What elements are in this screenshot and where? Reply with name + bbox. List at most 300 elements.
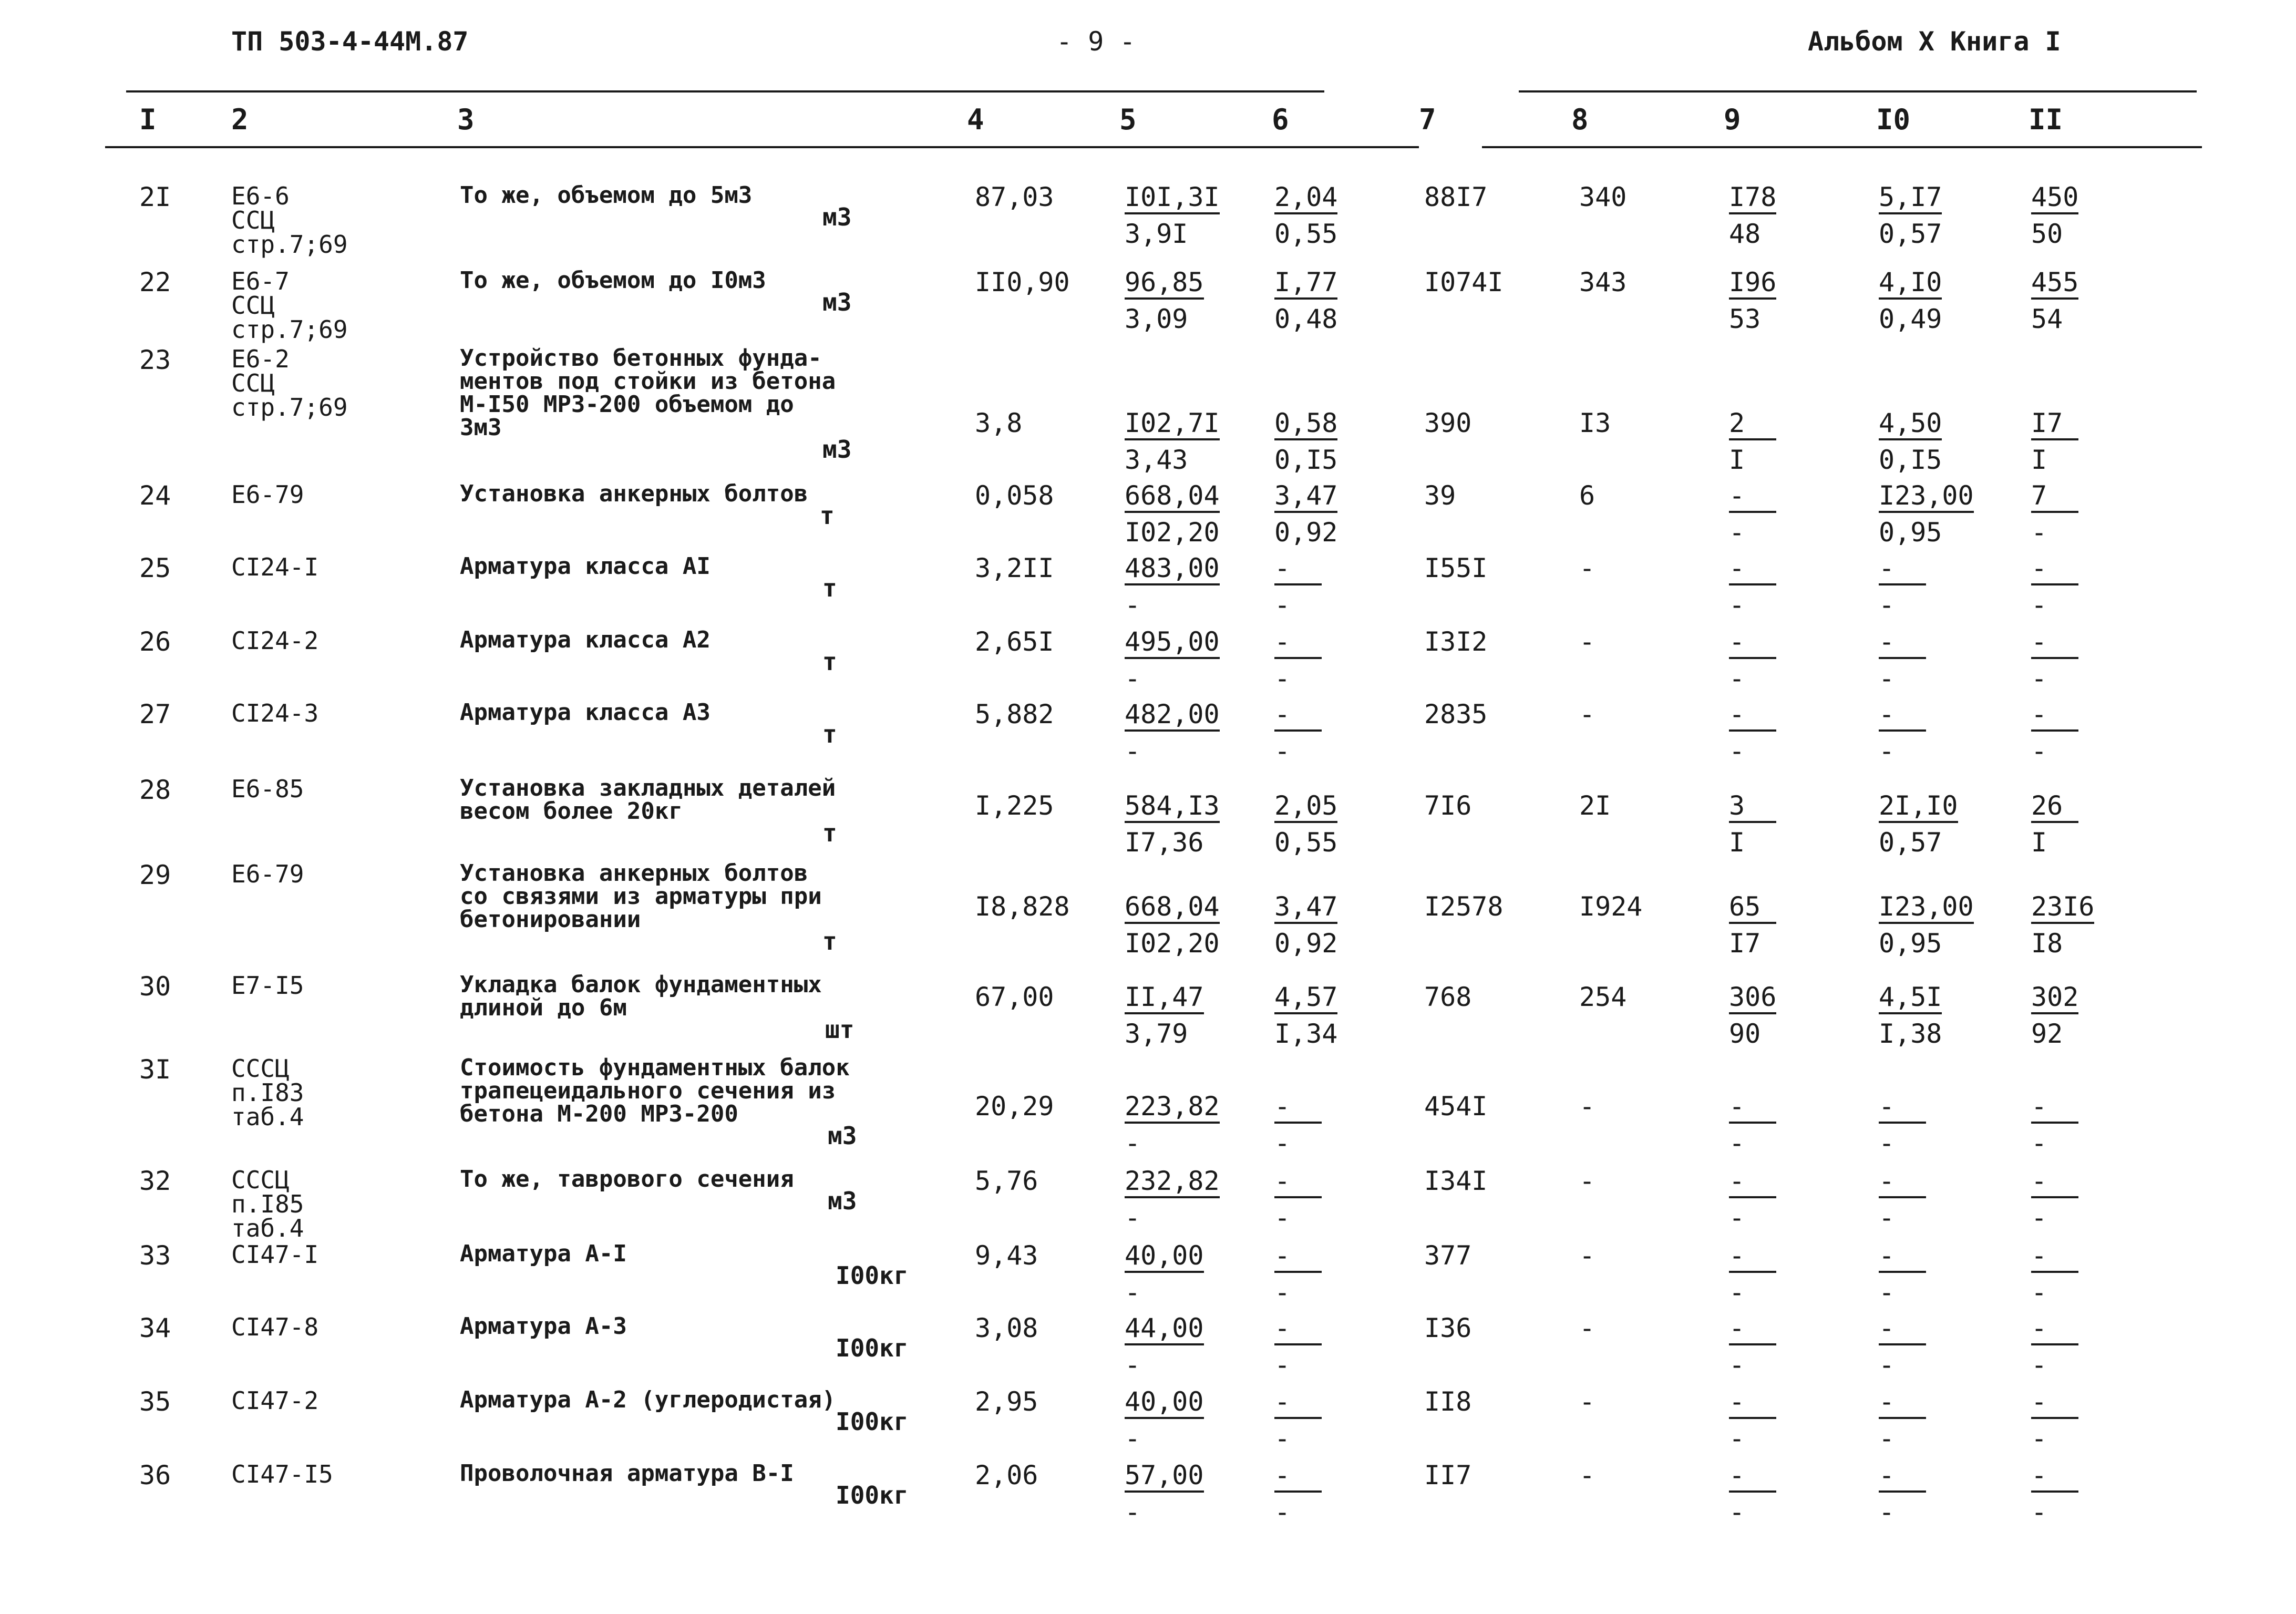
unit-cost xyxy=(1125,1386,1204,1454)
wages-cost-numerator: - xyxy=(1274,1093,1322,1124)
wages-cost-denominator: 0,48 xyxy=(1274,304,1338,334)
unit: м3 xyxy=(822,435,852,464)
unit: м3 xyxy=(822,288,852,316)
labor-per-unit-numerator: 4,I0 xyxy=(1879,269,1942,300)
wages-cost-numerator: 3,47 xyxy=(1274,482,1337,513)
wages-cost-numerator: - xyxy=(1274,1315,1322,1345)
col-header-4: 4 xyxy=(967,103,984,136)
labor-per-unit xyxy=(1879,1315,1926,1378)
work-description: Арматура А-3 xyxy=(460,1313,627,1340)
row-number: 33 xyxy=(139,1240,171,1271)
machine-cost xyxy=(1729,184,1776,247)
row-number: 34 xyxy=(139,1313,171,1343)
labor-total xyxy=(2031,410,2078,473)
labor-per-unit-denominator: - xyxy=(1879,1497,1895,1527)
machine-cost-denominator: - xyxy=(1729,517,1745,548)
rate-code: ССЦ xyxy=(231,369,275,397)
labor-per-unit-numerator: - xyxy=(1879,629,1926,659)
labor-total-denominator: - xyxy=(2031,590,2047,620)
machine-cost-denominator: - xyxy=(1729,1202,1745,1233)
rate-code: Е6-6 xyxy=(231,182,290,210)
labor-per-unit xyxy=(1879,269,1942,332)
rate-code: СI24-2 xyxy=(231,626,319,655)
work-description: весом более 20кг xyxy=(460,798,683,825)
work-description: То же, объемом до I0м3 xyxy=(460,267,766,294)
labor-per-unit xyxy=(1879,1240,1926,1308)
unit-cost-numerator: 668,04 xyxy=(1125,482,1220,513)
work-description: Установка закладных деталей xyxy=(460,775,836,801)
wages-cost xyxy=(1274,1240,1322,1308)
total-cost: I3I2 xyxy=(1424,626,1488,657)
machine-cost-numerator: - xyxy=(1729,1093,1776,1124)
unit-cost-denominator: - xyxy=(1125,1277,1141,1308)
labor-total-denominator: I8 xyxy=(2031,928,2063,959)
unit: т xyxy=(822,927,837,955)
unit-cost-denominator: - xyxy=(1125,590,1141,620)
quantity: 3,8 xyxy=(975,408,1023,438)
wages-cost xyxy=(1274,482,1337,546)
labor-total-denominator: I xyxy=(2031,445,2047,475)
machine-cost xyxy=(1729,893,1776,957)
wages-cost xyxy=(1274,1093,1322,1156)
total-cost: I36 xyxy=(1424,1313,1472,1343)
row-number: 25 xyxy=(139,553,171,583)
total-wages: - xyxy=(1579,1460,1595,1490)
labor-per-unit-denominator: I,38 xyxy=(1879,1019,1942,1049)
labor-per-unit-denominator: 0,57 xyxy=(1879,827,1942,858)
labor-total xyxy=(2031,1240,2078,1308)
wages-cost xyxy=(1274,701,1322,764)
total-wages: I924 xyxy=(1579,891,1643,922)
machine-cost-denominator: - xyxy=(1729,1128,1745,1158)
rate-code: Е6-2 xyxy=(231,345,290,373)
labor-per-unit xyxy=(1879,701,1926,764)
rate-code: п.I85 xyxy=(231,1190,304,1218)
unit-cost-numerator: 44,00 xyxy=(1125,1315,1204,1345)
wages-cost xyxy=(1274,790,1338,858)
rate-code: СССЦ xyxy=(231,1054,290,1083)
labor-total xyxy=(2031,984,2078,1047)
wages-cost xyxy=(1274,555,1322,618)
unit: т xyxy=(822,819,837,847)
rate-code: СI47-I xyxy=(231,1240,319,1269)
machine-cost-denominator: 53 xyxy=(1729,304,1761,334)
wages-cost-numerator: 4,57 xyxy=(1274,984,1337,1014)
machine-cost-numerator: 65 xyxy=(1729,893,1776,924)
album-book: Альбом Х Книга I xyxy=(1808,26,2061,57)
rate-code: стр.7;69 xyxy=(231,315,348,344)
labor-per-unit-denominator: 0,95 xyxy=(1879,928,1942,959)
unit-cost xyxy=(1125,1093,1220,1156)
wages-cost-denominator: - xyxy=(1274,736,1291,766)
wages-cost xyxy=(1274,1462,1322,1525)
quantity: 2,06 xyxy=(975,1460,1038,1490)
machine-cost-numerator: - xyxy=(1729,1315,1776,1345)
labor-per-unit xyxy=(1879,626,1926,694)
col-header-11: II xyxy=(2029,103,2063,136)
labor-per-unit xyxy=(1879,482,1974,546)
quantity: 87,03 xyxy=(975,182,1054,212)
labor-per-unit-numerator: 4,50 xyxy=(1879,410,1942,440)
labor-total-denominator: - xyxy=(2031,1202,2047,1233)
rate-code: Е6-79 xyxy=(231,860,304,888)
wages-cost-numerator: 2,05 xyxy=(1274,793,1337,823)
labor-total xyxy=(2031,1315,2078,1378)
unit-cost-numerator: 57,00 xyxy=(1125,1462,1204,1493)
total-wages: 6 xyxy=(1579,480,1595,511)
labor-total-denominator: - xyxy=(2031,1497,2047,1527)
labor-per-unit-numerator: - xyxy=(1879,1093,1926,1124)
rate-code: СI47-I5 xyxy=(231,1460,333,1488)
labor-total-denominator: 92 xyxy=(2031,1019,2063,1049)
unit-cost xyxy=(1125,790,1220,858)
machine-cost xyxy=(1729,1168,1776,1231)
work-description: бетонировании xyxy=(460,906,641,933)
unit-cost-numerator: I02,7I xyxy=(1125,410,1220,440)
labor-total xyxy=(2031,184,2078,247)
unit-cost-denominator: - xyxy=(1125,663,1141,694)
quantity: 67,00 xyxy=(975,982,1054,1012)
work-description: То же, объемом до 5м3 xyxy=(460,182,753,209)
wages-cost-numerator: I,77 xyxy=(1274,269,1337,300)
labor-total xyxy=(2031,1462,2078,1525)
total-cost: 377 xyxy=(1424,1240,1472,1271)
wages-cost-numerator: - xyxy=(1274,701,1322,732)
labor-total-numerator: - xyxy=(2031,1389,2078,1419)
wages-cost-denominator: - xyxy=(1274,1497,1291,1527)
machine-cost-numerator: - xyxy=(1729,555,1776,585)
work-description: Арматура А-I xyxy=(460,1240,627,1267)
rate-code: Е6-85 xyxy=(231,775,304,803)
labor-per-unit-numerator: - xyxy=(1879,1168,1926,1198)
unit-cost-numerator: 232,82 xyxy=(1125,1168,1220,1198)
wages-cost xyxy=(1274,184,1337,247)
labor-per-unit-denominator: - xyxy=(1879,1128,1895,1158)
rate-code: СССЦ xyxy=(231,1166,290,1194)
quantity: I8,828 xyxy=(975,891,1070,922)
rate-code: таб.4 xyxy=(231,1214,304,1242)
labor-per-unit-numerator: - xyxy=(1879,1389,1926,1419)
machine-cost xyxy=(1729,1462,1776,1525)
unit-cost-denominator: 3,79 xyxy=(1125,1019,1188,1049)
col-header-2: 2 xyxy=(231,103,249,136)
labor-total xyxy=(2031,1093,2078,1156)
rate-code: СI24-3 xyxy=(231,699,319,727)
machine-cost-numerator: - xyxy=(1729,1168,1776,1198)
labor-total xyxy=(2031,555,2078,618)
labor-per-unit-numerator: 5,I7 xyxy=(1879,184,1942,214)
total-wages: - xyxy=(1579,1166,1595,1196)
work-description: Арматура класса А2 xyxy=(460,626,711,653)
labor-per-unit-numerator: 4,5I xyxy=(1879,984,1942,1014)
total-wages: I3 xyxy=(1579,408,1611,438)
wages-cost xyxy=(1274,893,1337,957)
labor-total-denominator: - xyxy=(2031,517,2047,548)
labor-per-unit xyxy=(1879,1093,1926,1156)
wages-cost-denominator: - xyxy=(1274,1202,1291,1233)
labor-per-unit xyxy=(1879,1168,1926,1231)
machine-cost xyxy=(1729,790,1776,858)
unit-cost xyxy=(1125,893,1220,957)
work-description: Арматура А-2 (углеродистая) xyxy=(460,1386,836,1413)
labor-total xyxy=(2031,269,2078,332)
labor-per-unit-numerator: - xyxy=(1879,1242,1926,1273)
rate-code: таб.4 xyxy=(231,1103,304,1131)
total-wages: 254 xyxy=(1579,982,1627,1012)
work-description: Установка анкерных болтов xyxy=(460,480,808,507)
total-cost: 390 xyxy=(1424,408,1472,438)
labor-total xyxy=(2031,893,2094,957)
labor-per-unit-numerator: 2I,I0 xyxy=(1879,793,1958,823)
total-cost: 88I7 xyxy=(1424,182,1488,212)
labor-total-numerator: 23I6 xyxy=(2031,893,2094,924)
col-header-5: 5 xyxy=(1119,103,1137,136)
wages-cost-denominator: I,34 xyxy=(1274,1019,1338,1049)
wages-cost-denominator: 0,55 xyxy=(1274,827,1338,858)
total-cost: II7 xyxy=(1424,1460,1472,1490)
wages-cost xyxy=(1274,626,1322,694)
wages-cost-numerator: - xyxy=(1274,629,1322,659)
total-wages: - xyxy=(1579,626,1595,657)
labor-per-unit xyxy=(1879,410,1942,473)
rate-code: СI47-8 xyxy=(231,1313,319,1341)
machine-cost-denominator: I xyxy=(1729,445,1745,475)
unit-cost xyxy=(1125,269,1204,332)
work-description: Арматура класса АI xyxy=(460,553,711,580)
wages-cost-numerator: - xyxy=(1274,1462,1322,1493)
total-cost: 2835 xyxy=(1424,699,1488,729)
unit-cost xyxy=(1125,555,1220,618)
labor-total-numerator: - xyxy=(2031,1462,2078,1493)
labor-per-unit xyxy=(1879,555,1926,618)
labor-per-unit-denominator: - xyxy=(1879,736,1895,766)
quantity: 0,058 xyxy=(975,480,1054,511)
rate-code: СI24-I xyxy=(231,553,319,581)
machine-cost-denominator: - xyxy=(1729,1423,1745,1454)
labor-per-unit-denominator: - xyxy=(1879,1277,1895,1308)
wages-cost xyxy=(1274,269,1337,332)
labor-total-denominator: - xyxy=(2031,1128,2047,1158)
machine-cost xyxy=(1729,1386,1776,1454)
quantity: I,225 xyxy=(975,790,1054,821)
page-number: - 9 - xyxy=(1056,26,1136,57)
labor-total-numerator: - xyxy=(2031,555,2078,585)
labor-total-numerator: 302 xyxy=(2031,984,2078,1014)
col-header-7: 7 xyxy=(1419,103,1436,136)
total-cost: I2578 xyxy=(1424,891,1504,922)
total-cost: I074I xyxy=(1424,267,1504,297)
labor-per-unit-denominator: 0,57 xyxy=(1879,219,1942,249)
labor-per-unit-denominator: 0,49 xyxy=(1879,304,1942,334)
machine-cost-numerator: - xyxy=(1729,701,1776,732)
labor-total-numerator: I7 xyxy=(2031,410,2078,440)
unit: т xyxy=(822,574,837,602)
wages-cost xyxy=(1274,410,1337,473)
unit-cost xyxy=(1125,1168,1220,1231)
wages-cost xyxy=(1274,1168,1322,1231)
labor-per-unit-numerator: I23,00 xyxy=(1879,893,1974,924)
unit-cost-numerator: 40,00 xyxy=(1125,1389,1204,1419)
unit-cost xyxy=(1125,1315,1204,1378)
unit-cost-denominator: - xyxy=(1125,1350,1141,1380)
labor-total-numerator: - xyxy=(2031,1168,2078,1198)
labor-total-denominator: - xyxy=(2031,1277,2047,1308)
unit-cost-numerator: 483,00 xyxy=(1125,555,1220,585)
machine-cost-denominator: I xyxy=(1729,827,1745,858)
unit-cost-denominator: - xyxy=(1125,1128,1141,1158)
row-number: 27 xyxy=(139,699,171,729)
machine-cost-numerator: - xyxy=(1729,629,1776,659)
labor-per-unit-numerator: - xyxy=(1879,701,1926,732)
work-description: Проволочная арматура В-I xyxy=(460,1460,794,1487)
labor-total-numerator: - xyxy=(2031,1315,2078,1345)
unit-cost-numerator: I0I,3I xyxy=(1125,184,1220,214)
labor-per-unit xyxy=(1879,984,1942,1047)
unit: шт xyxy=(825,1015,854,1044)
total-wages: - xyxy=(1579,1091,1595,1122)
unit-cost xyxy=(1125,1462,1204,1525)
work-description: То же, таврового сечения xyxy=(460,1166,794,1192)
machine-cost-denominator: - xyxy=(1729,590,1745,620)
machine-cost xyxy=(1729,482,1776,546)
machine-cost xyxy=(1729,701,1776,764)
row-number: 26 xyxy=(139,626,171,657)
unit: I00кг xyxy=(836,1334,909,1362)
unit: I00кг xyxy=(836,1481,909,1509)
machine-cost-denominator: I7 xyxy=(1729,928,1761,959)
work-description: Укладка балок фундаментных xyxy=(460,971,822,998)
labor-total xyxy=(2031,626,2078,694)
unit: т xyxy=(822,720,837,748)
unit: I00кг xyxy=(836,1407,909,1436)
work-description: Стоимость фундаментных балок xyxy=(460,1054,850,1081)
labor-per-unit-numerator: - xyxy=(1879,555,1926,585)
machine-cost-numerator: 306 xyxy=(1729,984,1776,1014)
unit-cost xyxy=(1125,701,1220,764)
labor-total-denominator: - xyxy=(2031,1423,2047,1454)
wages-cost-denominator: 0,92 xyxy=(1274,517,1338,548)
total-cost: 768 xyxy=(1424,982,1472,1012)
machine-cost xyxy=(1729,1093,1776,1156)
work-description: 3м3 xyxy=(460,414,502,441)
quantity: 2,95 xyxy=(975,1386,1038,1417)
unit-cost xyxy=(1125,184,1220,247)
total-cost: 454I xyxy=(1424,1091,1488,1122)
machine-cost-numerator: I96 xyxy=(1729,269,1776,300)
labor-total xyxy=(2031,1168,2078,1231)
total-wages: - xyxy=(1579,1313,1595,1343)
unit-cost-numerator: 96,85 xyxy=(1125,269,1204,300)
machine-cost-numerator: 2 xyxy=(1729,410,1776,440)
labor-per-unit-denominator: - xyxy=(1879,663,1895,694)
quantity: 9,43 xyxy=(975,1240,1038,1271)
col-header-1: I xyxy=(139,103,157,136)
total-wages: 2I xyxy=(1579,790,1611,821)
unit-cost xyxy=(1125,410,1220,473)
labor-total-numerator: - xyxy=(2031,701,2078,732)
wages-cost-denominator: - xyxy=(1274,1277,1291,1308)
wages-cost-numerator: - xyxy=(1274,1168,1322,1198)
row-number: 2I xyxy=(139,182,171,212)
row-number: 3I xyxy=(139,1054,171,1085)
wages-cost-numerator: 0,58 xyxy=(1274,410,1337,440)
work-description: бетона М-200 МРЗ-200 xyxy=(460,1101,738,1127)
labor-per-unit xyxy=(1879,893,1974,957)
wages-cost-denominator: 0,I5 xyxy=(1274,445,1338,475)
quantity: II0,90 xyxy=(975,267,1070,297)
unit: м3 xyxy=(822,203,852,231)
labor-per-unit xyxy=(1879,1462,1926,1525)
labor-total-numerator: 450 xyxy=(2031,184,2078,214)
unit-cost-numerator: 482,00 xyxy=(1125,701,1220,732)
labor-total-denominator: I xyxy=(2031,827,2047,858)
wages-cost-denominator: - xyxy=(1274,1350,1291,1380)
unit-cost-denominator: - xyxy=(1125,1202,1141,1233)
labor-per-unit-numerator: I23,00 xyxy=(1879,482,1974,513)
rate-code: Е6-7 xyxy=(231,267,290,295)
quantity: 20,29 xyxy=(975,1091,1054,1122)
labor-total xyxy=(2031,790,2078,858)
unit: т xyxy=(820,501,835,530)
machine-cost xyxy=(1729,555,1776,618)
wages-cost-denominator: 0,92 xyxy=(1274,928,1338,959)
unit-cost-denominator: I7,36 xyxy=(1125,827,1204,858)
row-number: 24 xyxy=(139,480,171,511)
unit-cost-denominator: I02,20 xyxy=(1125,517,1220,548)
row-number: 36 xyxy=(139,1460,171,1490)
machine-cost xyxy=(1729,1240,1776,1308)
labor-total-numerator: 26 xyxy=(2031,793,2078,823)
machine-cost xyxy=(1729,626,1776,694)
row-number: 30 xyxy=(139,971,171,1002)
work-description: со связями из арматуры при xyxy=(460,883,822,910)
labor-per-unit xyxy=(1879,1386,1926,1454)
wages-cost-denominator: - xyxy=(1274,1128,1291,1158)
labor-per-unit-numerator: - xyxy=(1879,1315,1926,1345)
quantity: 3,08 xyxy=(975,1313,1038,1343)
labor-total-numerator: 455 xyxy=(2031,269,2078,300)
labor-total-numerator: - xyxy=(2031,1242,2078,1273)
machine-cost-denominator: - xyxy=(1729,1277,1745,1308)
quantity: 3,2II xyxy=(975,553,1054,583)
labor-per-unit-denominator: - xyxy=(1879,590,1895,620)
col-header-6: 6 xyxy=(1272,103,1289,136)
row-number: 35 xyxy=(139,1386,171,1417)
machine-cost xyxy=(1729,1315,1776,1378)
row-number: 28 xyxy=(139,775,171,805)
labor-total-denominator: - xyxy=(2031,663,2047,694)
unit-cost xyxy=(1125,482,1220,546)
unit: м3 xyxy=(828,1187,857,1215)
machine-cost-denominator: 48 xyxy=(1729,219,1761,249)
row-number: 29 xyxy=(139,860,171,890)
labor-per-unit xyxy=(1879,184,1942,247)
labor-total-numerator: 7 xyxy=(2031,482,2078,513)
labor-total-numerator: - xyxy=(2031,1093,2078,1124)
unit-cost-denominator: - xyxy=(1125,1497,1141,1527)
wages-cost-numerator: - xyxy=(1274,555,1322,585)
unit-cost-numerator: 668,04 xyxy=(1125,893,1220,924)
quantity: 2,65I xyxy=(975,626,1054,657)
unit: м3 xyxy=(828,1122,857,1150)
labor-per-unit-denominator: - xyxy=(1879,1202,1895,1233)
row-number: 23 xyxy=(139,345,171,375)
unit-cost-numerator: 495,00 xyxy=(1125,629,1220,659)
labor-total-numerator: - xyxy=(2031,629,2078,659)
total-wages: 340 xyxy=(1579,182,1627,212)
unit-cost-numerator: II,47 xyxy=(1125,984,1204,1014)
wages-cost-numerator: - xyxy=(1274,1242,1322,1273)
